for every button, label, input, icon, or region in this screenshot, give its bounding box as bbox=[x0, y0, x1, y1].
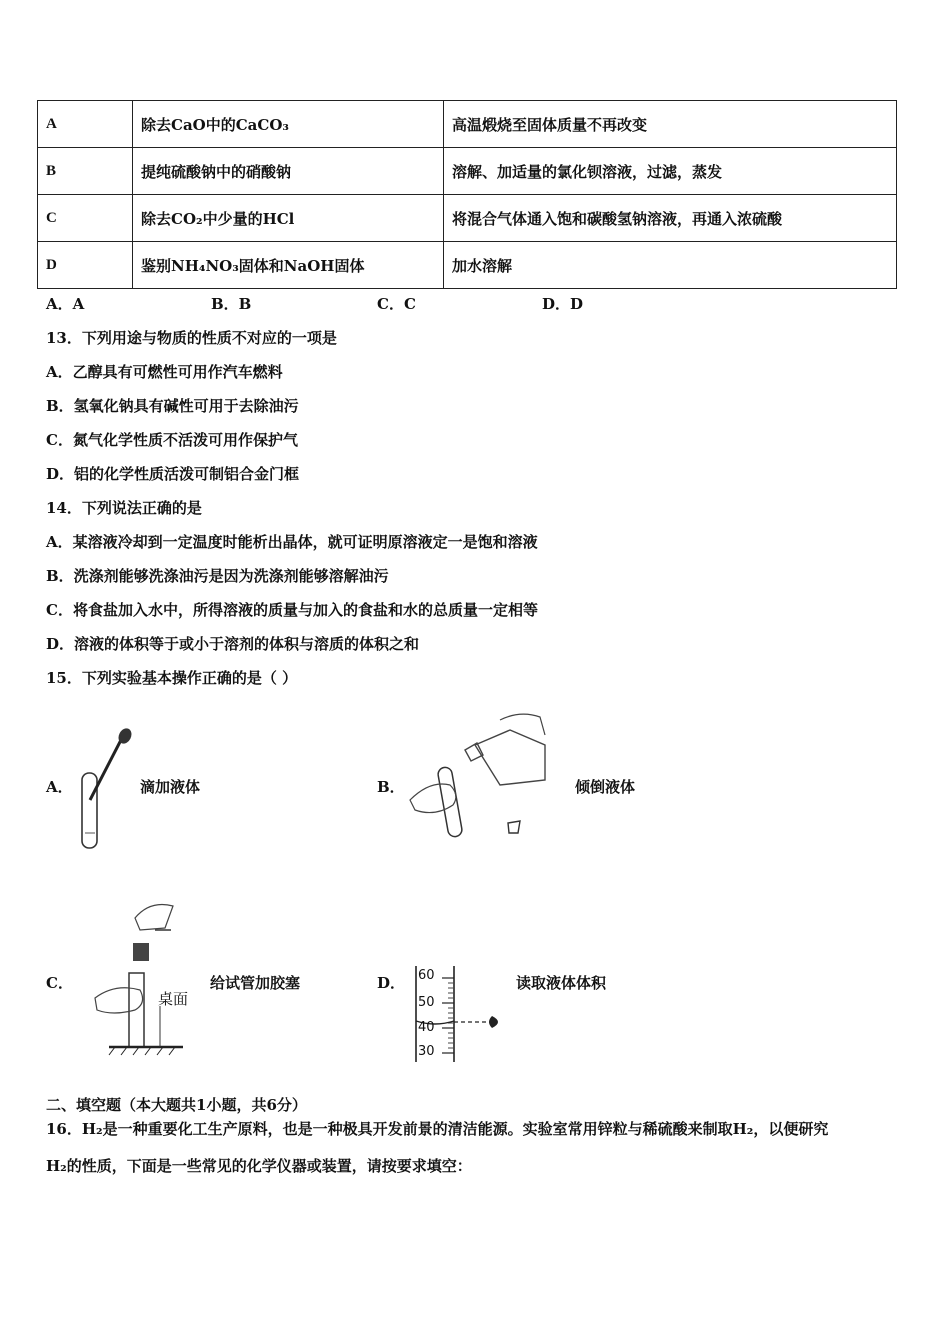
q14-option-c[interactable]: C．将食盐加入水中，所得溶液的质量与加入的食盐和水的总质量一定相等 bbox=[46, 601, 538, 619]
q15-option-a-caption: 滴加液体 bbox=[140, 778, 201, 796]
q16-line-1: 16．H₂是一种重要化工生产原料，也是一种极具开发前景的清洁能源。实验室常用锌粒与稀硫酸来制取H₂，以便研究 bbox=[46, 1120, 829, 1138]
q16-line-2: H₂的性质，下面是一些常见的化学仪器或装置，请按要求填空： bbox=[46, 1157, 472, 1175]
table-row bbox=[38, 195, 897, 242]
row-letter: A bbox=[38, 101, 133, 148]
row-letter: C bbox=[38, 195, 133, 242]
q15-option-c-caption: 给试管加胶塞 bbox=[210, 974, 301, 992]
q15-option-a-letter[interactable]: A． bbox=[46, 778, 73, 796]
q15-option-d-caption: 读取液体体积 bbox=[516, 974, 607, 992]
row-method: 加水溶解 bbox=[444, 242, 897, 289]
q15-option-c-letter[interactable]: C． bbox=[46, 974, 73, 992]
q13-option-b[interactable]: B．氢氧化钠具有碱性可用于去除油污 bbox=[46, 397, 299, 415]
q15-stem: 15．下列实验基本操作正确的是（ ） bbox=[46, 669, 298, 687]
cylinder-label-40: 40 bbox=[418, 1020, 435, 1035]
stopper-on-table-figure bbox=[95, 898, 195, 1058]
q14-stem: 14．下列说法正确的是 bbox=[46, 499, 202, 517]
table-row bbox=[38, 101, 897, 148]
q15-option-d-letter[interactable]: D． bbox=[377, 974, 406, 992]
row-letter: D bbox=[38, 242, 133, 289]
q12-option-b[interactable]: B．B bbox=[211, 295, 252, 313]
row-purpose: 除去CO₂中少量的HCl bbox=[133, 195, 444, 242]
row-purpose: 除去CaO中的CaCO₃ bbox=[133, 101, 444, 148]
row-letter: B bbox=[38, 148, 133, 195]
cylinder-label-30: 30 bbox=[418, 1044, 435, 1059]
q13-stem: 13．下列用途与物质的性质不对应的一项是 bbox=[46, 329, 337, 347]
table-row bbox=[38, 148, 897, 195]
q12-option-c[interactable]: C．C bbox=[377, 295, 416, 313]
row-method: 将混合气体通入饱和碳酸氢钠溶液，再通入浓硫酸 bbox=[444, 195, 897, 242]
q12-option-d[interactable]: D．D bbox=[542, 295, 584, 313]
pouring-liquid-figure bbox=[405, 705, 555, 840]
q14-option-a[interactable]: A．某溶液冷却到一定温度时能析出晶体，就可证明原溶液定一是饱和溶液 bbox=[46, 533, 538, 551]
q13-option-c[interactable]: C．氮气化学性质不活泼可用作保护气 bbox=[46, 431, 298, 449]
row-method: 高温煅烧至固体质量不再改变 bbox=[444, 101, 897, 148]
row-purpose: 鉴别NH₄NO₃固体和NaOH固体 bbox=[133, 242, 444, 289]
section-heading: 二、填空题（本大题共1小题，共6分） bbox=[46, 1096, 307, 1114]
q14-option-d[interactable]: D．溶液的体积等于或小于溶剂的体积与溶质的体积之和 bbox=[46, 635, 420, 653]
q12-option-a[interactable]: A．A bbox=[46, 295, 85, 313]
q13-option-d[interactable]: D．铝的化学性质活泼可制铝合金门框 bbox=[46, 465, 300, 483]
q15-option-b-caption: 倾倒液体 bbox=[575, 778, 636, 796]
table-surface-label: 桌面 bbox=[158, 990, 189, 1008]
table-row bbox=[38, 242, 897, 289]
dropper-in-tube-figure bbox=[70, 728, 140, 853]
cylinder-label-50: 50 bbox=[418, 995, 435, 1010]
q13-option-a[interactable]: A．乙醇具有可燃性可用作汽车燃料 bbox=[46, 363, 283, 381]
cylinder-label-60: 60 bbox=[418, 968, 435, 983]
q14-option-b[interactable]: B．洗涤剂能够洗涤油污是因为洗涤剂能够溶解油污 bbox=[46, 567, 389, 585]
row-purpose: 提纯硫酸钠中的硝酸钠 bbox=[133, 148, 444, 195]
q15-option-b-letter[interactable]: B． bbox=[377, 778, 405, 796]
row-method: 溶解、加适量的氯化钡溶液，过滤，蒸发 bbox=[444, 148, 897, 195]
options-table bbox=[37, 100, 897, 289]
